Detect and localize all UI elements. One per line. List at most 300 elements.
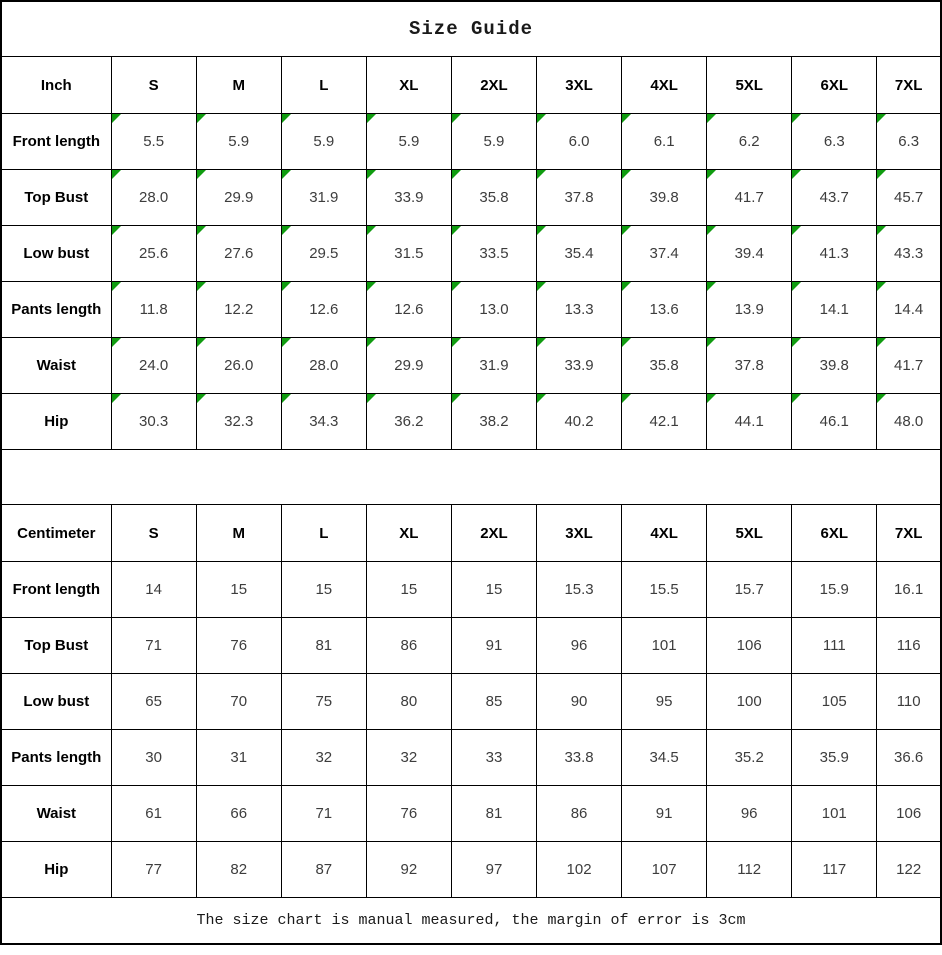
measurement-value-cell: [622, 562, 707, 618]
measurement-value-cell: [877, 562, 941, 618]
green-corner-triangle-icon: [792, 114, 801, 123]
measurement-value: 42.1: [649, 413, 679, 430]
measurement-value: 15.7: [734, 581, 764, 598]
size-column-header: M: [196, 57, 281, 114]
measurement-value: 95: [655, 693, 673, 710]
measurement-row: [1, 394, 941, 450]
measurement-value: 35.9: [819, 749, 849, 766]
measurement-value-cell: [537, 394, 622, 450]
measurement-value-cell: [281, 786, 366, 842]
measurement-value-cell: [451, 730, 536, 786]
measurement-value-cell: [111, 170, 196, 226]
measurement-value: 87: [315, 861, 333, 878]
measurement-value: 32: [315, 749, 333, 766]
measurement-value: 6.1: [653, 133, 675, 150]
measurement-value-cell: [622, 786, 707, 842]
measurement-value-cell: [451, 786, 536, 842]
green-corner-triangle-icon: [367, 282, 376, 291]
green-corner-triangle-icon: [197, 394, 206, 403]
green-corner-triangle-icon: [622, 170, 631, 179]
measurement-value: 33.9: [564, 357, 594, 374]
measurement-value-cell: [622, 114, 707, 170]
measurement-row: [1, 226, 941, 282]
measurement-label: Low bust: [1, 226, 111, 282]
measurement-value: 106: [896, 805, 922, 822]
measurement-row: [1, 786, 941, 842]
green-corner-triangle-icon: [707, 282, 716, 291]
measurement-value: 91: [655, 805, 673, 822]
measurement-value: 37.8: [564, 189, 594, 206]
measurement-value-cell: [707, 618, 792, 674]
measurement-value-cell: [281, 170, 366, 226]
measurement-value-cell: [877, 674, 941, 730]
green-corner-triangle-icon: [537, 394, 546, 403]
size-column-header: M: [196, 505, 281, 562]
measurement-value: 32: [400, 749, 418, 766]
measurement-value-cell: [451, 618, 536, 674]
green-corner-triangle-icon: [622, 114, 631, 123]
measurement-value: 122: [896, 861, 922, 878]
measurement-value: 37.4: [649, 245, 679, 262]
measurement-value: 117: [822, 861, 847, 878]
measurement-value-cell: [196, 562, 281, 618]
measurement-value: 28.0: [309, 357, 339, 374]
measurement-value-cell: [707, 282, 792, 338]
measurement-value-cell: [622, 730, 707, 786]
green-corner-triangle-icon: [537, 170, 546, 179]
measurement-value-cell: [281, 618, 366, 674]
measurement-value-cell: [451, 226, 536, 282]
measurement-value: 6.2: [738, 133, 760, 150]
green-corner-triangle-icon: [707, 170, 716, 179]
size-column-header: 6XL: [792, 505, 877, 562]
measurement-value: 6.3: [823, 133, 845, 150]
measurement-row: [1, 842, 941, 898]
measurement-row: [1, 282, 941, 338]
measurement-value-cell: [537, 786, 622, 842]
measurement-value-cell: [366, 170, 451, 226]
measurement-value: 45.7: [894, 189, 924, 206]
measurement-value: 5.5: [143, 133, 165, 150]
title-row: [1, 1, 941, 57]
measurement-value-cell: [622, 394, 707, 450]
green-corner-triangle-icon: [112, 226, 121, 235]
measurement-value: 12.2: [224, 301, 254, 318]
measurement-value-cell: [451, 674, 536, 730]
green-corner-triangle-icon: [537, 226, 546, 235]
measurement-value: 71: [145, 637, 162, 654]
measurement-value-cell: [111, 674, 196, 730]
measurement-value-cell: [111, 282, 196, 338]
measurement-value: 102: [566, 861, 592, 878]
measurement-value-cell: [366, 786, 451, 842]
measurement-value: 76: [230, 637, 248, 654]
green-corner-triangle-icon: [877, 282, 886, 291]
measurement-value-cell: [707, 786, 792, 842]
measurement-value-cell: [196, 394, 281, 450]
measurement-value-cell: [537, 282, 622, 338]
green-corner-triangle-icon: [877, 338, 886, 347]
measurement-value: 41.7: [734, 189, 764, 206]
measurement-value: 100: [736, 693, 762, 710]
measurement-value-cell: [281, 114, 366, 170]
measurement-value-cell: [196, 786, 281, 842]
measurement-value-cell: [366, 338, 451, 394]
measurement-row: [1, 338, 941, 394]
size-header-row: [1, 505, 941, 562]
measurement-value: 15.9: [819, 581, 849, 598]
measurement-value: 71: [315, 805, 333, 822]
size-column-header: 7XL: [877, 57, 941, 114]
measurement-row: [1, 730, 941, 786]
measurement-value-cell: [877, 282, 941, 338]
measurement-value-cell: [366, 394, 451, 450]
measurement-value-cell: [792, 730, 877, 786]
measurement-value-cell: [366, 226, 451, 282]
measurement-value: 33.9: [394, 189, 424, 206]
measurement-label: Hip: [1, 394, 111, 450]
measurement-value-cell: [792, 338, 877, 394]
measurement-value: 105: [821, 693, 847, 710]
measurement-value-cell: [196, 170, 281, 226]
measurement-label: Hip: [1, 842, 111, 898]
measurement-value: 14.4: [894, 301, 924, 318]
measurement-value-cell: [111, 842, 196, 898]
measurement-value: 86: [570, 805, 588, 822]
measurement-value: 31.9: [309, 189, 339, 206]
measurement-value: 81: [315, 637, 333, 654]
measurement-value-cell: [111, 562, 196, 618]
measurement-value-cell: [111, 338, 196, 394]
measurement-value: 96: [740, 805, 758, 822]
measurement-value-cell: [196, 338, 281, 394]
measurement-value-cell: [792, 170, 877, 226]
green-corner-triangle-icon: [112, 394, 121, 403]
measurement-value-cell: [707, 842, 792, 898]
measurement-value: 25.6: [139, 245, 169, 262]
size-column-header: XL: [366, 505, 451, 562]
measurement-value: 29.9: [224, 189, 254, 206]
green-corner-triangle-icon: [452, 394, 461, 403]
measurement-value-cell: [111, 618, 196, 674]
size-column-header: 4XL: [622, 505, 707, 562]
measurement-value-cell: [537, 226, 622, 282]
size-column-header: S: [111, 505, 196, 562]
measurement-value: 86: [400, 637, 418, 654]
measurement-value: 97: [485, 861, 503, 878]
measurement-value-cell: [111, 394, 196, 450]
green-corner-triangle-icon: [622, 338, 631, 347]
measurement-value-cell: [451, 114, 536, 170]
measurement-value-cell: [537, 730, 622, 786]
green-corner-triangle-icon: [622, 282, 631, 291]
measurement-value-cell: [622, 618, 707, 674]
measurement-value: 35.8: [649, 357, 679, 374]
measurement-value: 5.9: [398, 133, 420, 150]
measurement-value-cell: [877, 170, 941, 226]
measurement-value: 110: [896, 693, 921, 710]
measurement-value-cell: [281, 842, 366, 898]
green-corner-triangle-icon: [282, 338, 291, 347]
measurement-value: 33.8: [564, 749, 594, 766]
size-column-header: L: [281, 505, 366, 562]
unit-header-cell: Inch: [1, 57, 111, 114]
measurement-value: 14.1: [819, 301, 849, 318]
measurement-value: 90: [570, 693, 588, 710]
measurement-value: 38.2: [479, 413, 509, 430]
size-column-header: 5XL: [707, 57, 792, 114]
green-corner-triangle-icon: [707, 338, 716, 347]
measurement-value: 65: [145, 693, 162, 710]
measurement-value-cell: [537, 170, 622, 226]
measurement-label: Pants length: [1, 282, 111, 338]
measurement-value: 5.9: [313, 133, 335, 150]
green-corner-triangle-icon: [452, 170, 461, 179]
measurement-value: 33: [485, 749, 503, 766]
measurement-value-cell: [707, 674, 792, 730]
measurement-value: 14: [145, 581, 162, 598]
green-corner-triangle-icon: [622, 394, 631, 403]
footer-row: [1, 898, 941, 945]
measurement-value: 15: [400, 581, 418, 598]
measurement-value: 66: [230, 805, 248, 822]
measurement-value-cell: [196, 226, 281, 282]
measurement-value: 41.3: [819, 245, 849, 262]
measurement-value: 11.8: [139, 301, 168, 318]
green-corner-triangle-icon: [452, 226, 461, 235]
measurement-value: 85: [485, 693, 503, 710]
measurement-value: 39.8: [649, 189, 679, 206]
measurement-value-cell: [196, 842, 281, 898]
measurement-value: 91: [485, 637, 503, 654]
measurement-value: 70: [230, 693, 248, 710]
measurement-value-cell: [877, 786, 941, 842]
measurement-value: 15.5: [649, 581, 679, 598]
measurement-value: 15.3: [564, 581, 594, 598]
measurement-value-cell: [707, 394, 792, 450]
green-corner-triangle-icon: [367, 338, 376, 347]
measurement-value-cell: [451, 338, 536, 394]
green-corner-triangle-icon: [282, 114, 291, 123]
measurement-value: 16.1: [894, 581, 924, 598]
measurement-value-cell: [537, 114, 622, 170]
measurement-value-cell: [196, 730, 281, 786]
measurement-row: [1, 562, 941, 618]
size-column-header: 7XL: [877, 505, 941, 562]
measurement-value: 106: [736, 637, 762, 654]
green-corner-triangle-icon: [877, 226, 886, 235]
measurement-value-cell: [281, 730, 366, 786]
measurement-value: 36.6: [894, 749, 924, 766]
measurement-value: 26.0: [224, 357, 254, 374]
measurement-value-cell: [792, 786, 877, 842]
green-corner-triangle-icon: [622, 226, 631, 235]
green-corner-triangle-icon: [112, 114, 121, 123]
green-corner-triangle-icon: [367, 394, 376, 403]
measurement-value-cell: [366, 730, 451, 786]
green-corner-triangle-icon: [367, 114, 376, 123]
inch-table-section: [1, 57, 941, 450]
measurement-value: 82: [230, 861, 248, 878]
size-column-header: S: [111, 57, 196, 114]
measurement-value: 61: [145, 805, 162, 822]
green-corner-triangle-icon: [282, 170, 291, 179]
measurement-value-cell: [281, 674, 366, 730]
measurement-value-cell: [707, 730, 792, 786]
green-corner-triangle-icon: [537, 114, 546, 123]
measurement-value-cell: [877, 226, 941, 282]
measurement-value-cell: [707, 114, 792, 170]
measurement-value-cell: [792, 674, 877, 730]
measurement-row: [1, 114, 941, 170]
measurement-value: 34.5: [649, 749, 679, 766]
measurement-value: 101: [651, 637, 677, 654]
measurement-value-cell: [707, 170, 792, 226]
measurement-value-cell: [537, 674, 622, 730]
size-column-header: 6XL: [792, 57, 877, 114]
centimeter-table-section: [1, 505, 941, 898]
size-column-header: 4XL: [622, 57, 707, 114]
measurement-value-cell: [366, 282, 451, 338]
spacer-cell: [1, 450, 941, 505]
green-corner-triangle-icon: [792, 170, 801, 179]
green-corner-triangle-icon: [877, 114, 886, 123]
measurement-value-cell: [877, 114, 941, 170]
measurement-value: 107: [651, 861, 677, 878]
measurement-value-cell: [792, 394, 877, 450]
unit-header-cell: Centimeter: [1, 505, 111, 562]
measurement-value: 34.3: [309, 413, 339, 430]
measurement-value-cell: [281, 282, 366, 338]
measurement-value-cell: [792, 226, 877, 282]
measurement-value-cell: [622, 282, 707, 338]
green-corner-triangle-icon: [707, 394, 716, 403]
measurement-label: Front length: [1, 562, 111, 618]
measurement-value-cell: [877, 394, 941, 450]
measurement-value: 35.2: [734, 749, 764, 766]
measurement-value-cell: [196, 114, 281, 170]
green-corner-triangle-icon: [112, 338, 121, 347]
measurement-value-cell: [877, 842, 941, 898]
measurement-value: 76: [400, 805, 418, 822]
measurement-value: 44.1: [734, 413, 764, 430]
measurement-label: Top Bust: [1, 618, 111, 674]
measurement-value: 92: [400, 861, 418, 878]
measurement-value: 6.0: [568, 133, 590, 150]
measurement-value-cell: [622, 674, 707, 730]
measurement-value: 32.3: [224, 413, 254, 430]
measurement-value: 112: [737, 861, 762, 878]
green-corner-triangle-icon: [197, 282, 206, 291]
measurement-value: 12.6: [309, 301, 339, 318]
measurement-value-cell: [281, 226, 366, 282]
measurement-value-cell: [451, 170, 536, 226]
measurement-value: 36.2: [394, 413, 424, 430]
measurement-value-cell: [281, 394, 366, 450]
measurement-value-cell: [111, 226, 196, 282]
green-corner-triangle-icon: [877, 394, 886, 403]
measurement-value: 29.5: [309, 245, 339, 262]
size-column-header: 3XL: [537, 57, 622, 114]
measurement-value-cell: [622, 842, 707, 898]
green-corner-triangle-icon: [282, 394, 291, 403]
measurement-value: 111: [822, 637, 846, 654]
measurement-value-cell: [366, 618, 451, 674]
measurement-value-cell: [537, 842, 622, 898]
green-corner-triangle-icon: [282, 282, 291, 291]
measurement-value-cell: [196, 282, 281, 338]
size-column-header: 3XL: [537, 505, 622, 562]
measurement-value: 96: [570, 637, 588, 654]
measurement-label: Top Bust: [1, 170, 111, 226]
green-corner-triangle-icon: [707, 226, 716, 235]
green-corner-triangle-icon: [197, 170, 206, 179]
measurement-value: 35.4: [564, 245, 594, 262]
measurement-value: 12.6: [394, 301, 424, 318]
measurement-value-cell: [111, 786, 196, 842]
green-corner-triangle-icon: [707, 114, 716, 123]
measurement-value-cell: [622, 226, 707, 282]
green-corner-triangle-icon: [197, 338, 206, 347]
measurement-value: 24.0: [139, 357, 169, 374]
measurement-value-cell: [792, 842, 877, 898]
green-corner-triangle-icon: [452, 338, 461, 347]
green-corner-triangle-icon: [792, 394, 801, 403]
measurement-value: 40.2: [564, 413, 594, 430]
measurement-value-cell: [281, 338, 366, 394]
measurement-value: 6.3: [898, 133, 920, 150]
section-spacer-row: [1, 450, 941, 505]
measurement-value: 116: [896, 637, 921, 654]
green-corner-triangle-icon: [112, 170, 121, 179]
measurement-label: Pants length: [1, 730, 111, 786]
size-column-header: 2XL: [451, 505, 536, 562]
measurement-value: 43.7: [819, 189, 849, 206]
measurement-value: 15: [315, 581, 333, 598]
green-corner-triangle-icon: [452, 114, 461, 123]
measurement-value: 37.8: [734, 357, 764, 374]
measurement-row: [1, 674, 941, 730]
size-column-header: 5XL: [707, 505, 792, 562]
measurement-value: 75: [315, 693, 333, 710]
size-column-header: L: [281, 57, 366, 114]
green-corner-triangle-icon: [197, 226, 206, 235]
green-corner-triangle-icon: [367, 170, 376, 179]
measurement-value: 13.9: [734, 301, 764, 318]
measurement-value: 41.7: [894, 357, 924, 374]
measurement-value-cell: [196, 618, 281, 674]
measurement-value-cell: [281, 562, 366, 618]
measurement-value: 5.9: [483, 133, 505, 150]
measurement-value: 13.0: [479, 301, 509, 318]
measurement-value-cell: [111, 730, 196, 786]
measurement-value: 81: [485, 805, 503, 822]
measurement-value-cell: [537, 618, 622, 674]
measurement-value-cell: [877, 618, 941, 674]
measurement-value: 43.3: [894, 245, 924, 262]
measurement-value-cell: [622, 338, 707, 394]
size-column-header: XL: [366, 57, 451, 114]
measurement-value: 35.8: [479, 189, 509, 206]
measurement-row: [1, 170, 941, 226]
measurement-value: 31: [230, 749, 248, 766]
green-corner-triangle-icon: [537, 338, 546, 347]
measurement-value: 15: [230, 581, 248, 598]
measurement-value: 28.0: [139, 189, 169, 206]
measurement-value-cell: [707, 562, 792, 618]
measurement-value: 27.6: [224, 245, 254, 262]
measurement-value: 15: [485, 581, 503, 598]
